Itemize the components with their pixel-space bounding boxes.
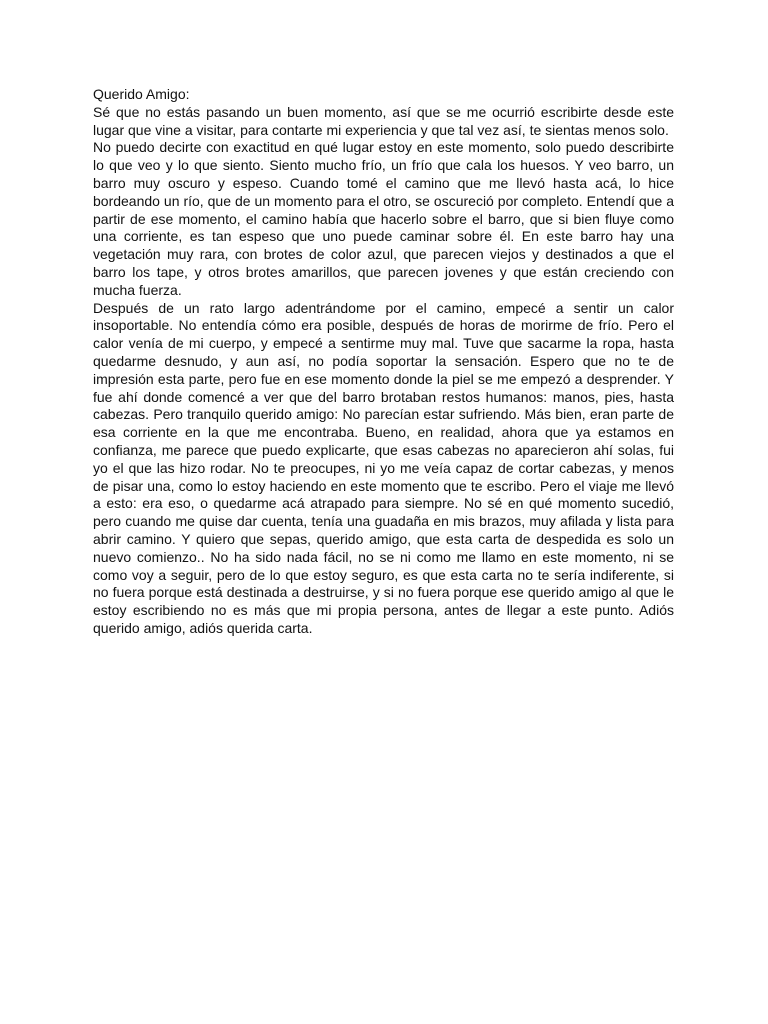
letter-paragraph: No puedo decirte con exactitud en qué lugar estoy en este momento, solo puedo describirte lo que veo y lo que siento. Siento mucho frío, un frío que cala los huesos. Y veo barro, un barro muy oscuro y espeso. Cuando tomé el camino que me llevó hasta acá, lo hice bordeando un río, que de un momento para el otro, se oscureció por completo. Entendí que a partir de ese momento, el camino había que hacerlo sobre el barro, que si bien fluye como una corriente, es tan espeso que uno puede caminar sobre él. En este barro hay una vegetación muy rara, con brotes de color azul, que parecen viejos y destinados a que el barro los tape, y otros brotes amarillos, que parecen jovenes y que están creciendo con mucha fuerza. [93,139,674,298]
letter-salutation: Querido Amigo: [93,86,190,102]
letter-page [93,86,674,638]
letter-paragraph: Sé que no estás pasando un buen momento, así que se me ocurrió escribirte desde este lugar que vine a visitar, para contarte mi experiencia y que tal vez así, te sientas menos solo. [93,103,674,138]
letter-paragraph: Después de un rato largo adentrándome por el camino, empecé a sentir un calor insoportable. No entendía cómo era posible, después de horas de morirme de frío. Pero el calor venía de mi cuerpo, y empecé a sentirme muy mal. Tuve que sacarme la ropa, hasta quedarme desnudo, y aun así, no podía soportar la sensación. Espero que no te de impresión esta parte, pero fue en ese momento donde la piel se me empezó a desprender. Y fue ahí donde comencé a ver que del barro brotaban restos humanos: manos, pies, hasta cabezas. Pero tranquilo querido amigo: No parecían estar sufriendo. Más bien, eran parte de esa corriente en la que me encontraba. Bueno, en realidad, ahora que ya estamos en confianza, me parece que puedo explicarte, que esas cabezas no aparecieron ahí solas, fui yo el que las hizo rodar. No te preocupes, ni yo me veía capaz de cortar cabezas, y menos de pisar una, como lo estoy haciendo en este momento que te escribo. Pero el viaje me llevó a esto: era eso, o quedarme acá atrapado para siempre. No sé en qué momento sucedió, pero cuando me quise dar cuenta, tenía una guadaña en mis brazos, muy afilada y lista para abrir camino. Y quiero que sepas, querido amigo, que esta carta de despedida es solo un nuevo comienzo.. No ha sido nada fácil, no se ni como me llamo en este momento, ni se como voy a seguir, pero de lo que estoy seguro, es que esta carta no te sería indiferente, si no fuera porque está destinada a destruirse, y si no fuera porque ese querido amigo al que le estoy escribiendo no es más que mi propia persona, antes de llegar a este punto. Adiós querido amigo, adiós querida carta. [93,299,674,636]
